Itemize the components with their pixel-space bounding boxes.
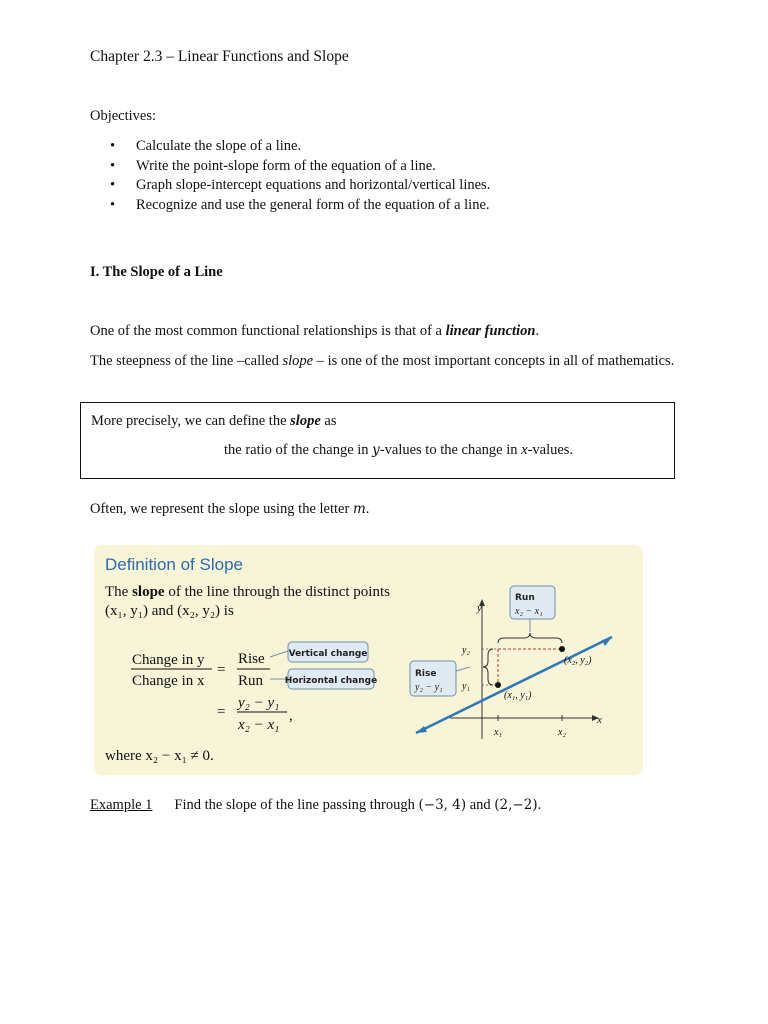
definition-line-1: More precisely, we can define the slope as xyxy=(91,413,337,429)
section-heading: I. The Slope of a Line xyxy=(90,264,223,280)
figure-intro: The slope of the line through the distinct points xyxy=(105,584,390,600)
change-in-x-text: Change in x xyxy=(132,673,205,689)
slope-term: slope xyxy=(282,353,314,369)
point-1 xyxy=(495,682,501,688)
example-text: Find the slope of the line passing through (−3, 4) and (2,−2). xyxy=(174,797,542,813)
page-title: Chapter 2.3 – Linear Functions and Slope xyxy=(90,48,349,65)
point-2-label: (x₂, y₂) xyxy=(564,655,592,666)
objective-item: • Calculate the slope of a line. xyxy=(90,137,490,157)
objective-item: • Write the point-slope form of the equation of a line. xyxy=(90,157,490,177)
x2-tick-label: x₂ xyxy=(558,727,566,738)
objectives-list xyxy=(90,137,490,215)
objective-item: • Graph slope-intercept equations and horizontal/vertical lines. xyxy=(90,176,490,196)
rise-brace xyxy=(483,649,493,685)
vertical-change-pointer xyxy=(270,651,288,657)
rise-text: Rise xyxy=(238,651,265,667)
run-callout-label: Run xyxy=(515,593,535,603)
bullet-icon: • xyxy=(110,138,116,154)
figure-title: Definition of Slope xyxy=(105,555,243,574)
x-axis-label: x xyxy=(597,714,602,726)
nonzero-condition: where x₂ − x₁ ≠ 0. xyxy=(105,748,214,764)
horizontal-change-label: Horizontal change xyxy=(284,676,378,686)
equals-sign-2: = xyxy=(217,704,226,720)
run-text: Run xyxy=(238,673,264,689)
bullet-icon: • xyxy=(110,177,116,193)
paragraph-slope: The steepness of the line –called slope – is one of the most important concepts in all of mathematics. xyxy=(90,353,675,369)
equals-sign-1: = xyxy=(217,662,226,678)
rise-callout-label: Rise xyxy=(415,669,437,679)
run-callout-expr: x₂ − x₁ xyxy=(515,606,543,617)
objective-item: • Recognize and use the general form of the equation of a line. xyxy=(90,196,490,216)
paragraph-linear-function: One of the most common functional relationships is that of a linear function. xyxy=(90,323,540,339)
rise-callout-expr: y₂ − y₁ xyxy=(415,682,443,693)
slope-definition-diagram xyxy=(94,545,643,775)
vertical-change-label: Vertical change xyxy=(288,649,368,659)
example-label: Example 1 xyxy=(90,797,153,813)
bullet-icon: • xyxy=(110,157,116,174)
figure-points-line: (x₁, y₁) and (x₂, y₂) is xyxy=(105,603,234,619)
run-brace xyxy=(498,633,562,643)
numerator-difference: y₂ − y₁ xyxy=(238,695,280,711)
y-axis-label: y xyxy=(477,602,482,614)
linear-function-term: linear function xyxy=(445,323,536,339)
slope-letter: m xyxy=(352,501,366,517)
y2-tick-label: y₂ xyxy=(462,645,470,656)
comma: , xyxy=(289,708,293,724)
point-1-label: (x₁, y₁) xyxy=(504,690,532,701)
definition-of-slope-figure xyxy=(94,545,643,775)
point-b: (2,−2) xyxy=(494,797,538,813)
point-a: (−3, 4) xyxy=(418,797,467,813)
x1-tick-label: x₁ xyxy=(494,727,502,738)
change-in-y-text: Change in y xyxy=(132,652,205,668)
slope-letter-sentence: Often, we represent the slope using the letter m. xyxy=(90,501,370,517)
objectives-label: Objectives: xyxy=(90,108,157,124)
bullet-icon: • xyxy=(110,196,116,213)
definition-line-2: the ratio of the change in y-values to the change in x-values. xyxy=(224,442,574,458)
example-1 xyxy=(90,797,541,814)
point-2 xyxy=(559,646,565,652)
rise-callout-pointer xyxy=(456,667,470,671)
y1-tick-label: y₁ xyxy=(462,681,470,692)
definition-box xyxy=(80,402,675,479)
denominator-difference: x₂ − x₁ xyxy=(238,717,280,733)
